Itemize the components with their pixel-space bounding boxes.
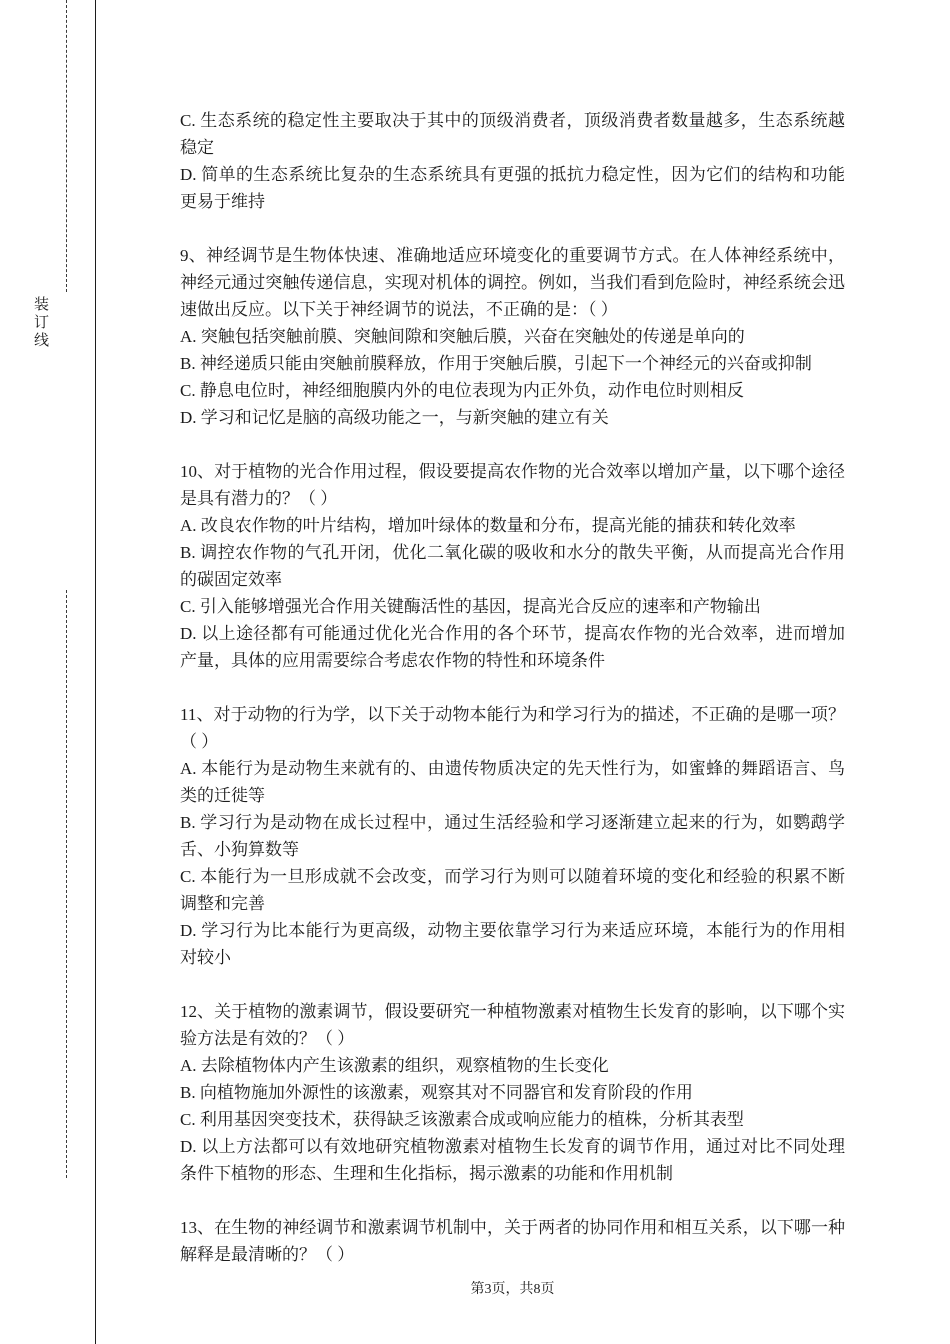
question-paragraph: A. 本能行为是动物生来就有的、由遗传物质决定的先天性行为，如蜜蜂的舞蹈语言、鸟类的迁徙等 bbox=[180, 759, 845, 805]
question-paragraph: C. 本能行为一旦形成就不会改变，而学习行为则可以随着环境的变化和经验的积累不断调整和完善 bbox=[180, 867, 845, 913]
question-paragraph: C. 静息电位时，神经细胞膜内外的电位表现为内正外负，动作电位时则相反 bbox=[180, 381, 744, 400]
question-paragraph: C. 引入能够增强光合作用关键酶活性的基因，提高光合反应的速率和产物输出 bbox=[180, 597, 761, 616]
binding-dashed-line-bottom bbox=[66, 590, 67, 1178]
binding-dashed-line-top bbox=[66, 0, 67, 292]
question-paragraph: C. 生态系统的稳定性主要取决于其中的顶级消费者，顶级消费者数量越多，生态系统越稳定 bbox=[180, 111, 845, 157]
question-block bbox=[180, 458, 845, 674]
question-paragraph: B. 学习行为是动物在成长过程中，通过生活经验和学习逐渐建立起来的行为，如鹦鹉学舌、小狗算数等 bbox=[180, 813, 845, 859]
question-paragraph: A. 去除植物体内产生该激素的组织，观察植物的生长变化 bbox=[180, 1056, 609, 1075]
question-block bbox=[180, 998, 845, 1187]
page-border-line bbox=[95, 0, 96, 1344]
binding-line-label: 装订线 bbox=[33, 297, 49, 349]
page-footer bbox=[180, 1280, 845, 1300]
question-paragraph: 10、对于植物的光合作用过程，假设要提高农作物的光合效率以增加产量，以下哪个途径是具有潜力的？（ ） bbox=[180, 462, 845, 508]
question-paragraph: B. 调控农作物的气孔开闭，优化二氧化碳的吸收和水分的散失平衡，从而提高光合作用的碳固定效率 bbox=[180, 543, 845, 589]
question-block bbox=[180, 107, 845, 215]
question-paragraph: D. 学习行为比本能行为更高级，动物主要依靠学习行为来适应环境，本能行为的作用相对较小 bbox=[180, 921, 845, 967]
question-paragraph: D. 以上方法都可以有效地研究植物激素对植物生长发育的调节作用，通过对比不同处理条件下植物的形态、生理和生化指标，揭示激素的功能和作用机制 bbox=[180, 1137, 845, 1183]
question-list bbox=[180, 107, 845, 1268]
question-paragraph: D. 学习和记忆是脑的高级功能之一，与新突触的建立有关 bbox=[180, 408, 609, 427]
question-block bbox=[180, 242, 845, 431]
question-paragraph: D. 简单的生态系统比复杂的生态系统具有更强的抵抗力稳定性，因为它们的结构和功能更易于维持 bbox=[180, 165, 845, 211]
question-paragraph: B. 神经递质只能由突触前膜释放，作用于突触后膜，引起下一个神经元的兴奋或抑制 bbox=[180, 354, 812, 373]
question-paragraph: 9、神经调节是生物体快速、准确地适应环境变化的重要调节方式。在人体神经系统中，神经元通过突触传递信息，实现对机体的调控。例如，当我们看到危险时，神经系统会迅速做出反应。以下关于神经调节的说法，不正确的是：（ ） bbox=[180, 246, 845, 319]
question-paragraph: 11、对于动物的行为学，以下关于动物本能行为和学习行为的描述，不正确的是哪一项？（ ） bbox=[180, 705, 845, 751]
question-paragraph: 13、在生物的神经调节和激素调节机制中，关于两者的协同作用和相互关系，以下哪一种解释是最清晰的？（ ） bbox=[180, 1218, 845, 1264]
question-paragraph: D. 以上途径都有可能通过优化光合作用的各个环节，提高农作物的光合效率，进而增加产量，具体的应用需要综合考虑农作物的特性和环境条件 bbox=[180, 624, 845, 670]
exam-content bbox=[180, 107, 845, 1295]
question-paragraph: 12、关于植物的激素调节，假设要研究一种植物激素对植物生长发育的影响，以下哪个实验方法是有效的？（ ） bbox=[180, 1002, 845, 1048]
question-paragraph: C. 利用基因突变技术，获得缺乏该激素合成或响应能力的植株，分析其表型 bbox=[180, 1110, 744, 1129]
question-paragraph: A. 突触包括突触前膜、突触间隙和突触后膜，兴奋在突触处的传递是单向的 bbox=[180, 327, 745, 346]
page-number-text: 第3页，共8页 bbox=[470, 1282, 555, 1297]
question-paragraph: A. 改良农作物的叶片结构，增加叶绿体的数量和分布，提高光能的捕获和转化效率 bbox=[180, 516, 796, 535]
question-paragraph: B. 向植物施加外源性的该激素，观察其对不同器官和发育阶段的作用 bbox=[180, 1083, 693, 1102]
question-block bbox=[180, 701, 845, 971]
question-block bbox=[180, 1214, 845, 1268]
